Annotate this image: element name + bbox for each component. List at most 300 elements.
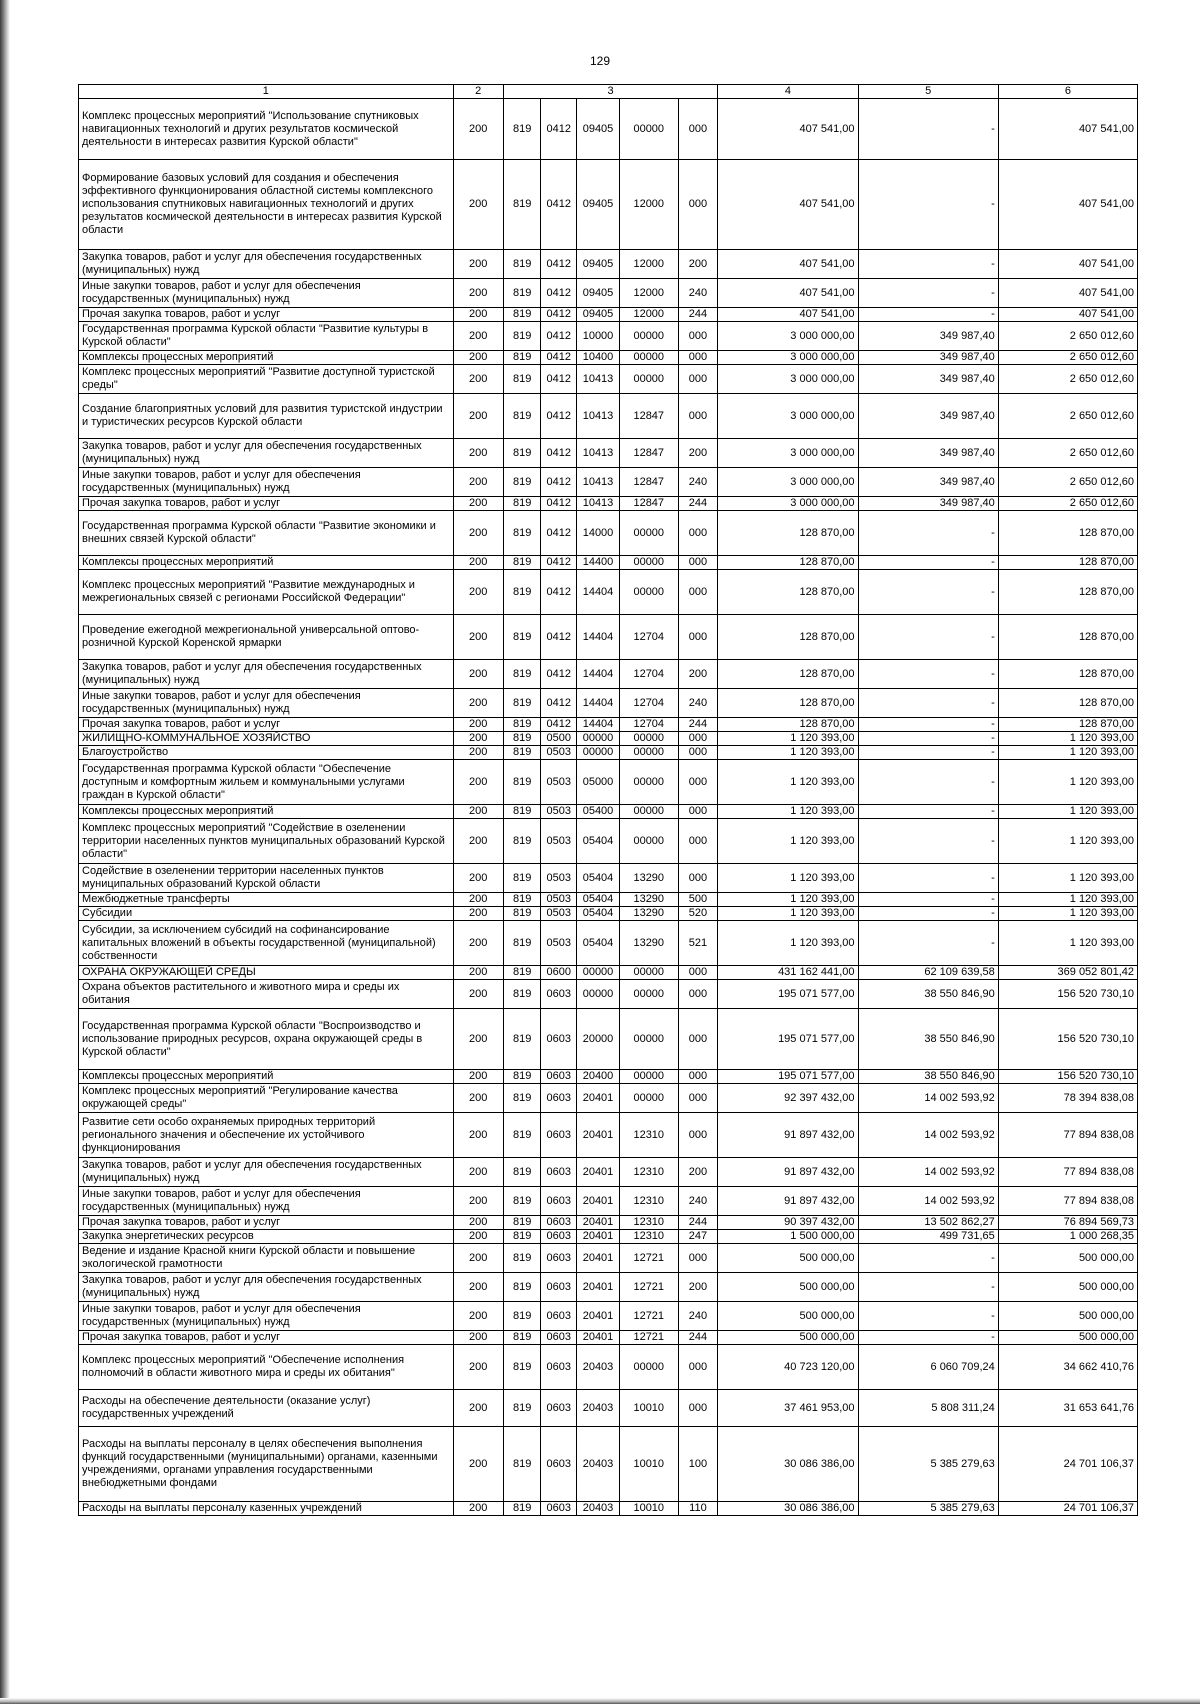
amount-col-6: 407 541,00: [998, 99, 1137, 160]
code-col-2: 200: [453, 570, 503, 615]
code-section: 0603: [541, 1273, 577, 1302]
code-section: 0412: [541, 468, 577, 497]
amount-col-4: 91 897 432,00: [718, 1113, 858, 1158]
code-program: 00000: [577, 966, 620, 980]
code-expense-type: 244: [678, 308, 718, 322]
row-name: Комплекс процессных мероприятий "Обеспечение исполнения полномочий в области животного мира и среды их обитания": [79, 1345, 454, 1390]
table-row: [79, 980, 1138, 1009]
code-program: 14404: [577, 660, 620, 689]
amount-col-5: -: [858, 1302, 998, 1331]
amount-col-4: 128 870,00: [718, 689, 858, 718]
code-expense-type: 200: [678, 1158, 718, 1187]
code-section: 0603: [541, 1009, 577, 1070]
amount-col-4: 195 071 577,00: [718, 980, 858, 1009]
code-gr: 819: [503, 660, 541, 689]
amount-col-6: 1 120 393,00: [998, 921, 1137, 966]
row-name: Расходы на выплаты персоналу казенных учреждений: [79, 1502, 454, 1516]
code-expense-type: 000: [678, 1009, 718, 1070]
code-section: 0412: [541, 660, 577, 689]
amount-col-6: 31 653 641,76: [998, 1390, 1137, 1427]
code-program: 05404: [577, 907, 620, 921]
code-expense-type: 000: [678, 160, 718, 250]
amount-col-6: 500 000,00: [998, 1244, 1137, 1273]
header-col-1: 1: [79, 85, 454, 99]
amount-col-6: 156 520 730,10: [998, 980, 1137, 1009]
code-col-2: 200: [453, 718, 503, 732]
code-col-2: 200: [453, 864, 503, 893]
amount-col-5: 14 002 593,92: [858, 1158, 998, 1187]
code-section: 0412: [541, 718, 577, 732]
amount-col-4: 3 000 000,00: [718, 439, 858, 468]
code-direction: 00000: [619, 1009, 678, 1070]
table-row: [79, 732, 1138, 746]
code-program: 14404: [577, 570, 620, 615]
code-expense-type: 000: [678, 732, 718, 746]
amount-col-6: 128 870,00: [998, 660, 1137, 689]
code-direction: 12704: [619, 689, 678, 718]
code-section: 0500: [541, 732, 577, 746]
code-expense-type: 240: [678, 279, 718, 308]
amount-col-5: 38 550 846,90: [858, 1009, 998, 1070]
code-gr: 819: [503, 1070, 541, 1084]
amount-col-4: 3 000 000,00: [718, 351, 858, 365]
amount-col-4: 1 120 393,00: [718, 893, 858, 907]
code-expense-type: 000: [678, 746, 718, 760]
amount-col-4: 30 086 386,00: [718, 1502, 858, 1516]
table-row: [79, 718, 1138, 732]
code-gr: 819: [503, 864, 541, 893]
amount-col-4: 3 000 000,00: [718, 497, 858, 511]
code-section: 0412: [541, 250, 577, 279]
row-name: Комплексы процессных мероприятий: [79, 351, 454, 365]
amount-col-6: 407 541,00: [998, 279, 1137, 308]
code-section: 0503: [541, 921, 577, 966]
code-gr: 819: [503, 760, 541, 805]
code-program: 20000: [577, 1009, 620, 1070]
amount-col-4: 128 870,00: [718, 556, 858, 570]
code-section: 0412: [541, 511, 577, 556]
amount-col-5: -: [858, 660, 998, 689]
amount-col-4: 128 870,00: [718, 511, 858, 556]
amount-col-6: 1 120 393,00: [998, 805, 1137, 819]
code-expense-type: 000: [678, 511, 718, 556]
code-col-2: 200: [453, 1009, 503, 1070]
code-gr: 819: [503, 308, 541, 322]
amount-col-6: 77 894 838,08: [998, 1113, 1137, 1158]
amount-col-6: 407 541,00: [998, 308, 1137, 322]
amount-col-4: 500 000,00: [718, 1302, 858, 1331]
amount-col-6: 76 894 569,73: [998, 1216, 1137, 1230]
code-program: 10413: [577, 497, 620, 511]
code-program: 20403: [577, 1502, 620, 1516]
row-name: Субсидии, за исключением субсидий на софинансирование капитальных вложений в объекты государственной (муниципальной) собственности: [79, 921, 454, 966]
amount-col-6: 24 701 106,37: [998, 1502, 1137, 1516]
table-row: [79, 1187, 1138, 1216]
row-name: Прочая закупка товаров, работ и услуг: [79, 1216, 454, 1230]
code-gr: 819: [503, 1302, 541, 1331]
row-name: Иные закупки товаров, работ и услуг для обеспечения государственных (муниципальных) нужд: [79, 468, 454, 497]
table-row: [79, 1345, 1138, 1390]
amount-col-6: 128 870,00: [998, 689, 1137, 718]
code-gr: 819: [503, 468, 541, 497]
code-col-2: 200: [453, 1302, 503, 1331]
amount-col-4: 128 870,00: [718, 718, 858, 732]
code-direction: 12310: [619, 1216, 678, 1230]
table-row: [79, 966, 1138, 980]
code-section: 0603: [541, 1187, 577, 1216]
amount-col-5: -: [858, 1331, 998, 1345]
amount-col-6: 1 120 393,00: [998, 732, 1137, 746]
code-direction: 00000: [619, 1084, 678, 1113]
code-gr: 819: [503, 1158, 541, 1187]
code-expense-type: 244: [678, 497, 718, 511]
amount-col-6: 369 052 801,42: [998, 966, 1137, 980]
code-gr: 819: [503, 893, 541, 907]
code-gr: 819: [503, 746, 541, 760]
amount-col-5: -: [858, 1244, 998, 1273]
amount-col-5: 14 002 593,92: [858, 1187, 998, 1216]
code-col-2: 200: [453, 1331, 503, 1345]
code-program: 05404: [577, 864, 620, 893]
code-program: 20401: [577, 1158, 620, 1187]
table-row: [79, 279, 1138, 308]
code-col-2: 200: [453, 893, 503, 907]
row-name: Содействие в озеленении территории населенных пунктов муниципальных образований Курской области: [79, 864, 454, 893]
code-expense-type: 100: [678, 1427, 718, 1502]
amount-col-6: 1 120 393,00: [998, 907, 1137, 921]
code-program: 14404: [577, 615, 620, 660]
code-gr: 819: [503, 1084, 541, 1113]
code-program: 05404: [577, 819, 620, 864]
amount-col-6: 128 870,00: [998, 556, 1137, 570]
table-row: [79, 1009, 1138, 1070]
amount-col-5: 349 987,40: [858, 497, 998, 511]
code-expense-type: 000: [678, 1084, 718, 1113]
code-gr: 819: [503, 1273, 541, 1302]
table-row: [79, 351, 1138, 365]
code-col-2: 200: [453, 921, 503, 966]
code-expense-type: 200: [678, 1273, 718, 1302]
table-row: [79, 819, 1138, 864]
amount-col-6: 500 000,00: [998, 1273, 1137, 1302]
code-section: 0412: [541, 556, 577, 570]
code-expense-type: 200: [678, 439, 718, 468]
amount-col-4: 90 397 432,00: [718, 1216, 858, 1230]
code-section: 0503: [541, 760, 577, 805]
code-program: 20401: [577, 1084, 620, 1113]
amount-col-6: 78 394 838,08: [998, 1084, 1137, 1113]
amount-col-5: -: [858, 279, 998, 308]
amount-col-5: -: [858, 718, 998, 732]
code-expense-type: 000: [678, 570, 718, 615]
code-expense-type: 000: [678, 864, 718, 893]
table-row: [79, 1244, 1138, 1273]
code-program: 20403: [577, 1427, 620, 1502]
code-col-2: 200: [453, 1244, 503, 1273]
amount-col-4: 1 120 393,00: [718, 907, 858, 921]
amount-col-5: -: [858, 732, 998, 746]
table-body: [79, 99, 1138, 1516]
code-expense-type: 000: [678, 819, 718, 864]
table-row: [79, 746, 1138, 760]
table-row: [79, 322, 1138, 351]
code-program: 10413: [577, 394, 620, 439]
code-col-2: 200: [453, 760, 503, 805]
code-section: 0503: [541, 893, 577, 907]
code-direction: 00000: [619, 556, 678, 570]
code-expense-type: 000: [678, 760, 718, 805]
code-direction: 12721: [619, 1302, 678, 1331]
code-col-2: 200: [453, 1216, 503, 1230]
code-expense-type: 000: [678, 322, 718, 351]
row-name: Комплексы процессных мероприятий: [79, 556, 454, 570]
table-row: [79, 365, 1138, 394]
code-gr: 819: [503, 819, 541, 864]
code-gr: 819: [503, 1502, 541, 1516]
code-gr: 819: [503, 1390, 541, 1427]
table-row: [79, 1302, 1138, 1331]
amount-col-5: -: [858, 1273, 998, 1302]
scan-edge-left: [0, 0, 10, 1704]
code-expense-type: 000: [678, 351, 718, 365]
code-section: 0412: [541, 99, 577, 160]
code-expense-type: 000: [678, 365, 718, 394]
table-row: [79, 1390, 1138, 1427]
code-col-2: 200: [453, 746, 503, 760]
table-row: [79, 250, 1138, 279]
code-direction: 10010: [619, 1427, 678, 1502]
code-direction: 12704: [619, 718, 678, 732]
amount-col-5: 349 987,40: [858, 351, 998, 365]
row-name: Прочая закупка товаров, работ и услуг: [79, 308, 454, 322]
code-col-2: 200: [453, 511, 503, 556]
header-col-5: 5: [858, 85, 998, 99]
amount-col-6: 128 870,00: [998, 615, 1137, 660]
code-section: 0600: [541, 966, 577, 980]
code-program: 10413: [577, 365, 620, 394]
header-col-6: 6: [998, 85, 1137, 99]
amount-col-4: 1 120 393,00: [718, 746, 858, 760]
amount-col-6: 128 870,00: [998, 718, 1137, 732]
code-direction: 00000: [619, 511, 678, 556]
table-row: [79, 1502, 1138, 1516]
code-col-2: 200: [453, 308, 503, 322]
code-section: 0603: [541, 1084, 577, 1113]
amount-col-5: -: [858, 556, 998, 570]
code-gr: 819: [503, 1187, 541, 1216]
row-name: Ведение и издание Красной книги Курской области и повышение экологической грамотности: [79, 1244, 454, 1273]
code-direction: 00000: [619, 322, 678, 351]
row-name: Расходы на выплаты персоналу в целях обеспечения выполнения функций государственными (муниципальными) органами, казенными учреждениями, органами управления государственными внебюджетными фондами: [79, 1427, 454, 1502]
amount-col-6: 500 000,00: [998, 1302, 1137, 1331]
row-name: Иные закупки товаров, работ и услуг для обеспечения государственных (муниципальных) нужд: [79, 279, 454, 308]
code-expense-type: 500: [678, 893, 718, 907]
row-name: Комплекс процессных мероприятий "Регулирование качества окружающей среды": [79, 1084, 454, 1113]
amount-col-6: 24 701 106,37: [998, 1427, 1137, 1502]
amount-col-4: 1 500 000,00: [718, 1230, 858, 1244]
table-row: [79, 864, 1138, 893]
code-expense-type: 240: [678, 1187, 718, 1216]
header-row: [79, 85, 1138, 99]
code-gr: 819: [503, 1244, 541, 1273]
code-direction: 12847: [619, 468, 678, 497]
amount-col-5: 5 385 279,63: [858, 1427, 998, 1502]
amount-col-6: 34 662 410,76: [998, 1345, 1137, 1390]
amount-col-5: 349 987,40: [858, 468, 998, 497]
amount-col-4: 92 397 432,00: [718, 1084, 858, 1113]
table-row: [79, 1113, 1138, 1158]
row-name: Государственная программа Курской области "Развитие экономики и внешних связей Курской области": [79, 511, 454, 556]
code-col-2: 200: [453, 322, 503, 351]
code-col-2: 200: [453, 1113, 503, 1158]
amount-col-4: 1 120 393,00: [718, 805, 858, 819]
code-direction: 00000: [619, 1070, 678, 1084]
code-direction: 12310: [619, 1230, 678, 1244]
row-name: Закупка товаров, работ и услуг для обеспечения государственных (муниципальных) нужд: [79, 1158, 454, 1187]
code-section: 0412: [541, 308, 577, 322]
code-expense-type: 110: [678, 1502, 718, 1516]
code-col-2: 200: [453, 394, 503, 439]
row-name: Расходы на обеспечение деятельности (оказание услуг) государственных учреждений: [79, 1390, 454, 1427]
row-name: Комплекс процессных мероприятий "Содействие в озеленении территории населенных пунктов муниципальных образований Курской области": [79, 819, 454, 864]
code-gr: 819: [503, 1216, 541, 1230]
amount-col-5: -: [858, 746, 998, 760]
code-direction: 12704: [619, 660, 678, 689]
table-row: [79, 439, 1138, 468]
code-col-2: 200: [453, 556, 503, 570]
code-gr: 819: [503, 1331, 541, 1345]
code-gr: 819: [503, 1230, 541, 1244]
table-row: [79, 660, 1138, 689]
amount-col-4: 1 120 393,00: [718, 760, 858, 805]
code-section: 0412: [541, 615, 577, 660]
code-program: 05400: [577, 805, 620, 819]
code-gr: 819: [503, 497, 541, 511]
code-gr: 819: [503, 1345, 541, 1390]
amount-col-4: 500 000,00: [718, 1244, 858, 1273]
code-gr: 819: [503, 921, 541, 966]
table-row: [79, 1331, 1138, 1345]
amount-col-5: -: [858, 308, 998, 322]
page-number: 129: [589, 54, 611, 68]
amount-col-5: 499 731,65: [858, 1230, 998, 1244]
code-col-2: 200: [453, 966, 503, 980]
code-expense-type: 244: [678, 718, 718, 732]
code-program: 20401: [577, 1113, 620, 1158]
amount-col-6: 1 120 393,00: [998, 760, 1137, 805]
amount-col-5: 5 385 279,63: [858, 1502, 998, 1516]
amount-col-6: 1 120 393,00: [998, 746, 1137, 760]
code-direction: 13290: [619, 921, 678, 966]
amount-col-5: -: [858, 570, 998, 615]
amount-col-5: 349 987,40: [858, 439, 998, 468]
amount-col-4: 40 723 120,00: [718, 1345, 858, 1390]
code-expense-type: 000: [678, 1244, 718, 1273]
row-name: Иные закупки товаров, работ и услуг для обеспечения государственных (муниципальных) нужд: [79, 1187, 454, 1216]
code-program: 20401: [577, 1216, 620, 1230]
code-direction: 13290: [619, 907, 678, 921]
code-program: 20401: [577, 1230, 620, 1244]
amount-col-4: 1 120 393,00: [718, 921, 858, 966]
code-expense-type: 000: [678, 556, 718, 570]
amount-col-5: -: [858, 99, 998, 160]
code-expense-type: 000: [678, 394, 718, 439]
code-expense-type: 240: [678, 468, 718, 497]
amount-col-6: 2 650 012,60: [998, 394, 1137, 439]
row-name: Развитие сети особо охраняемых природных территорий регионального значения и обеспечение их устойчивого функционирования: [79, 1113, 454, 1158]
code-col-2: 200: [453, 1502, 503, 1516]
code-section: 0603: [541, 1230, 577, 1244]
code-section: 0412: [541, 689, 577, 718]
table-row: [79, 511, 1138, 556]
amount-col-5: 6 060 709,24: [858, 1345, 998, 1390]
code-section: 0503: [541, 907, 577, 921]
code-section: 0603: [541, 1345, 577, 1390]
amount-col-4: 1 120 393,00: [718, 732, 858, 746]
amount-col-5: -: [858, 819, 998, 864]
code-section: 0603: [541, 1427, 577, 1502]
header-col-4: 4: [718, 85, 858, 99]
code-direction: 00000: [619, 365, 678, 394]
row-name: Создание благоприятных условий для развития туристской индустрии и туристических ресурсов Курской области: [79, 394, 454, 439]
code-expense-type: 000: [678, 1345, 718, 1390]
amount-col-5: -: [858, 805, 998, 819]
code-expense-type: 000: [678, 1113, 718, 1158]
code-program: 10413: [577, 468, 620, 497]
code-expense-type: 000: [678, 980, 718, 1009]
code-gr: 819: [503, 365, 541, 394]
row-name: Комплекс процессных мероприятий "Развитие доступной туристской среды": [79, 365, 454, 394]
amount-col-6: 156 520 730,10: [998, 1070, 1137, 1084]
row-name: Комплексы процессных мероприятий: [79, 805, 454, 819]
row-name: Закупка товаров, работ и услуг для обеспечения государственных (муниципальных) нужд: [79, 439, 454, 468]
code-direction: 12847: [619, 394, 678, 439]
code-program: 00000: [577, 732, 620, 746]
code-gr: 819: [503, 322, 541, 351]
code-program: 20401: [577, 1331, 620, 1345]
amount-col-5: -: [858, 893, 998, 907]
code-section: 0603: [541, 1390, 577, 1427]
table-row: [79, 394, 1138, 439]
amount-col-5: 38 550 846,90: [858, 980, 998, 1009]
code-col-2: 200: [453, 660, 503, 689]
amount-col-6: 2 650 012,60: [998, 365, 1137, 394]
code-gr: 819: [503, 99, 541, 160]
code-gr: 819: [503, 556, 541, 570]
amount-col-4: 3 000 000,00: [718, 394, 858, 439]
amount-col-5: 14 002 593,92: [858, 1084, 998, 1113]
table-row: [79, 805, 1138, 819]
amount-col-4: 500 000,00: [718, 1273, 858, 1302]
code-direction: 12000: [619, 250, 678, 279]
code-col-2: 200: [453, 279, 503, 308]
row-name: Государственная программа Курской области "Воспроизводство и использование природных ресурсов, охрана окружающей среды в Курской области": [79, 1009, 454, 1070]
amount-col-4: 128 870,00: [718, 615, 858, 660]
row-name: Формирование базовых условий для создания и обеспечения эффективного функционирования областной системы комплексного использования спутниковых навигационных технологий и других результатов космической деятельности в интересах развития Курской области: [79, 160, 454, 250]
code-program: 05404: [577, 921, 620, 966]
amount-col-4: 3 000 000,00: [718, 468, 858, 497]
code-section: 0603: [541, 1158, 577, 1187]
row-name: Закупка товаров, работ и услуг для обеспечения государственных (муниципальных) нужд: [79, 1273, 454, 1302]
row-name: Прочая закупка товаров, работ и услуг: [79, 718, 454, 732]
amount-col-4: 91 897 432,00: [718, 1158, 858, 1187]
amount-col-5: 38 550 846,90: [858, 1070, 998, 1084]
code-col-2: 200: [453, 99, 503, 160]
code-col-2: 200: [453, 1345, 503, 1390]
code-col-2: 200: [453, 497, 503, 511]
code-col-2: 200: [453, 250, 503, 279]
scan-edge-bottom: [0, 1698, 1200, 1704]
